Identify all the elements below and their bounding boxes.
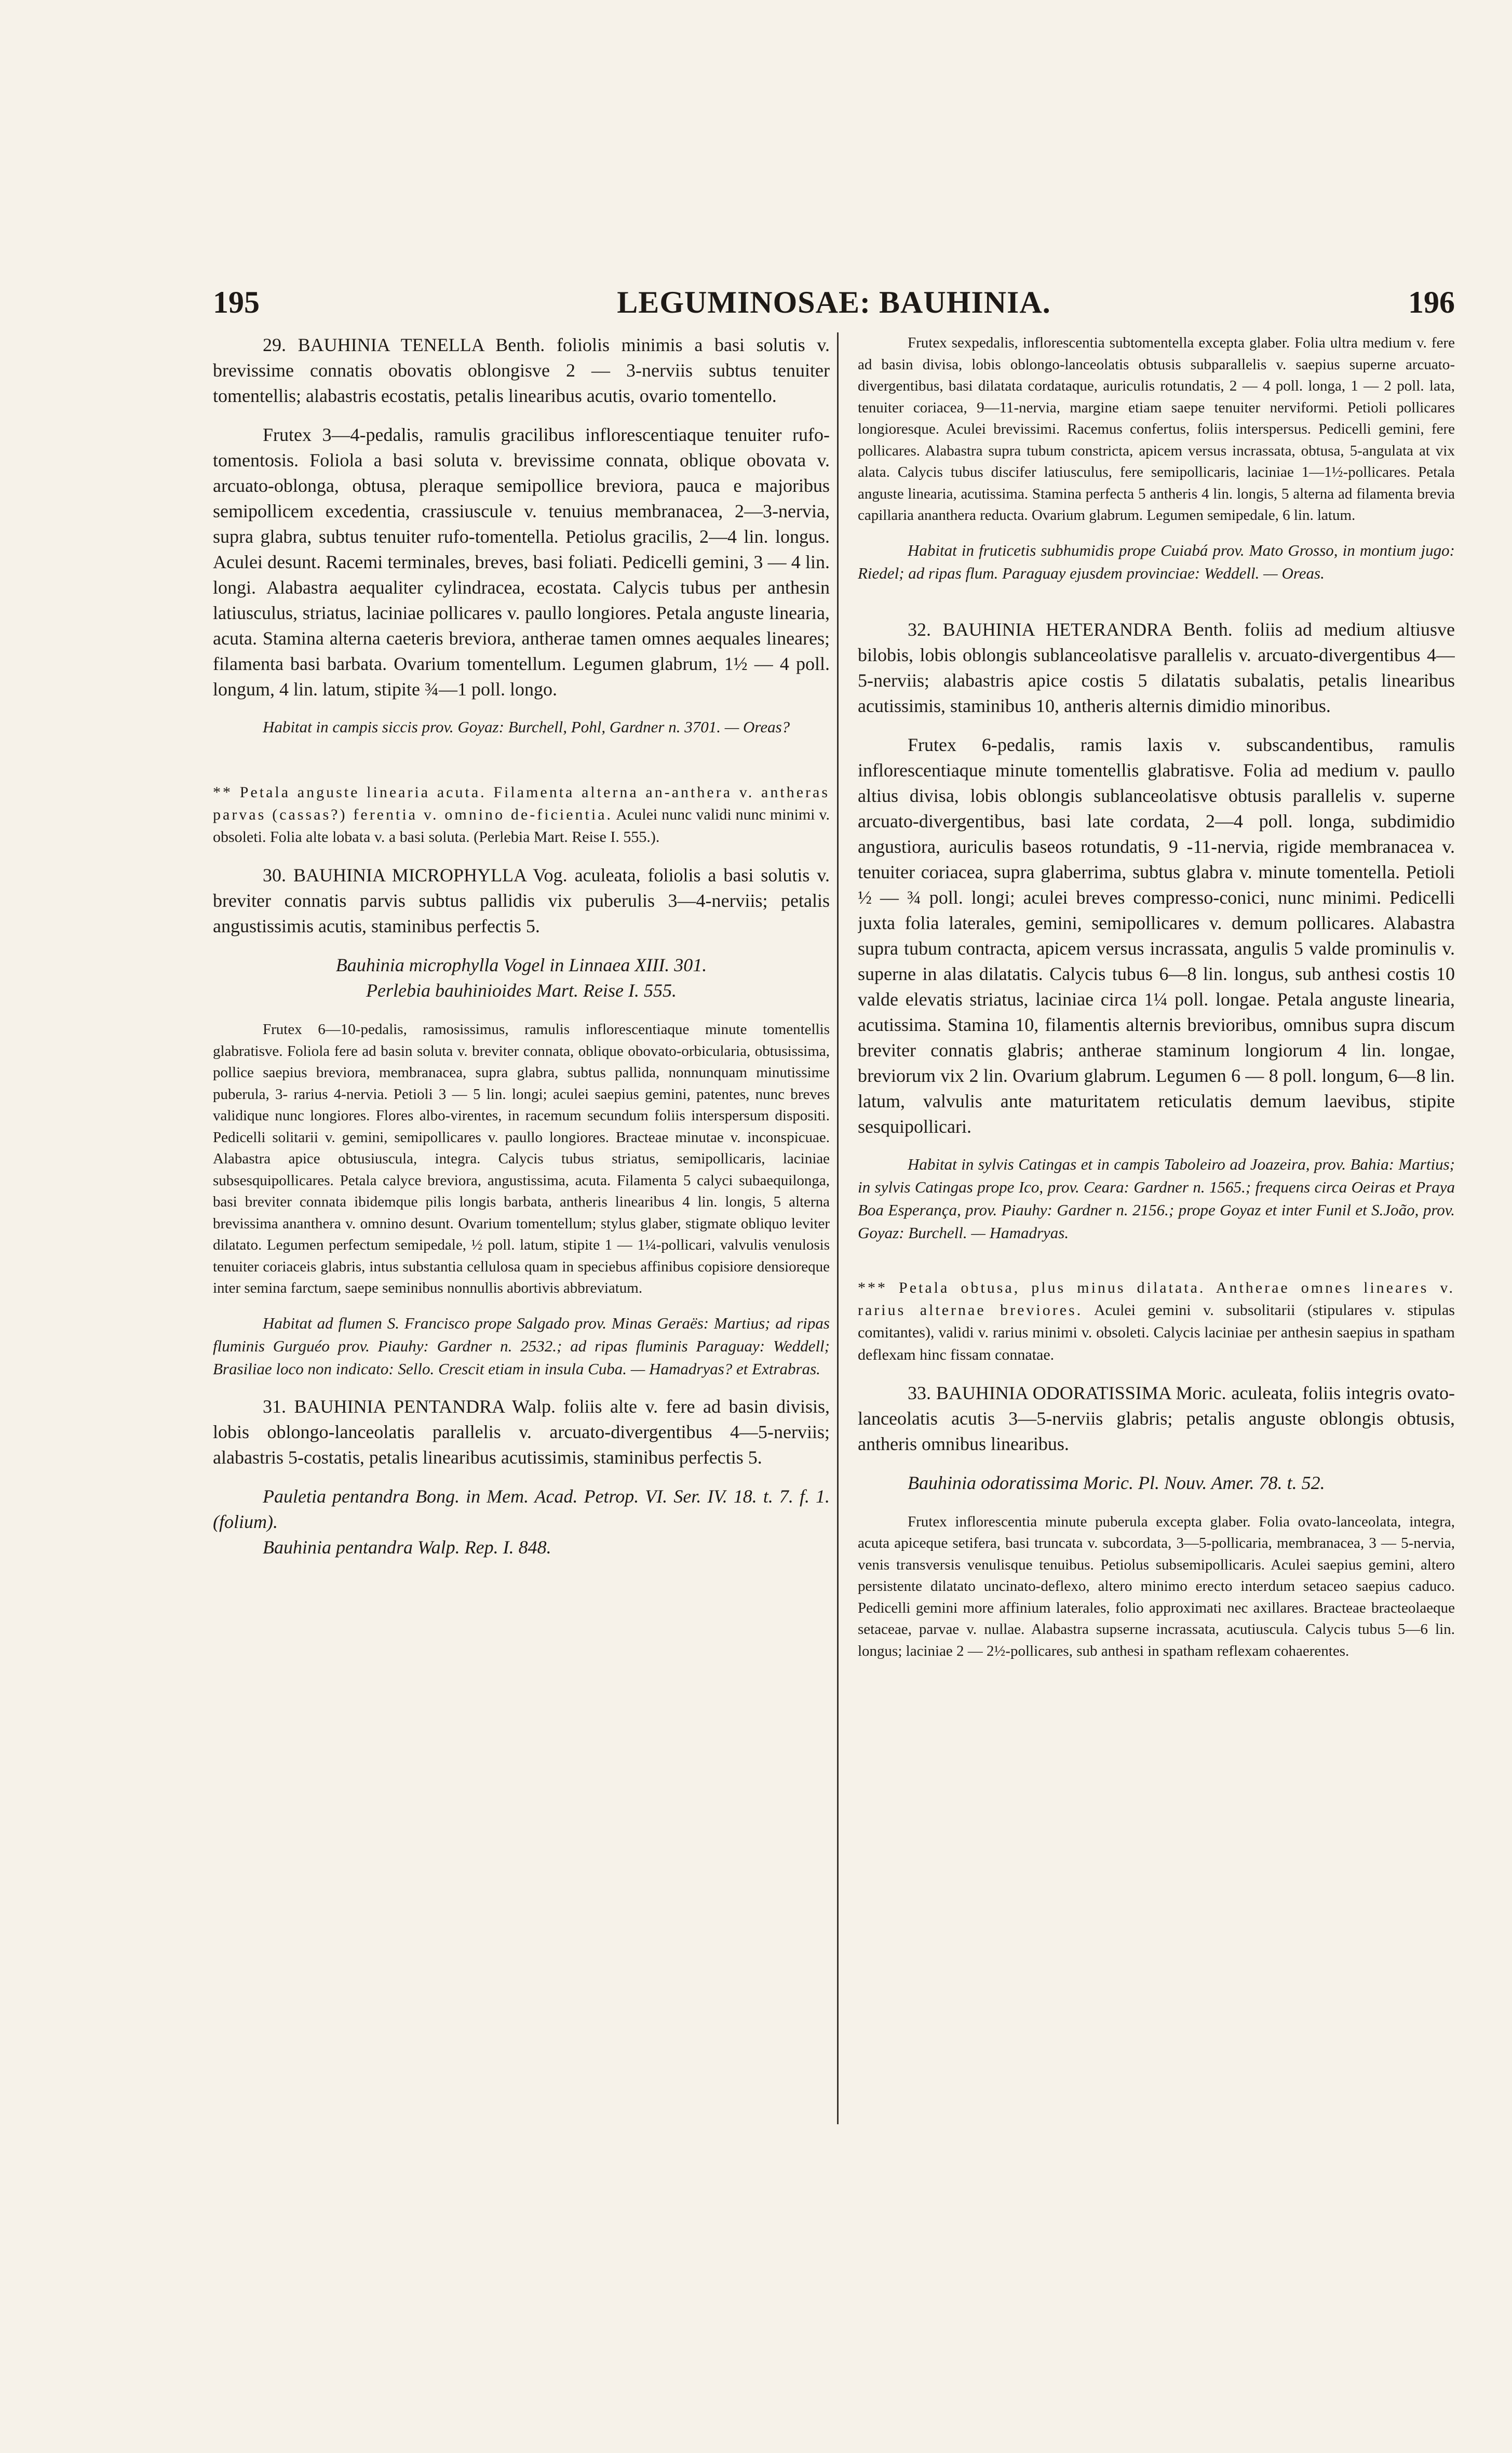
species-32-habitat: Habitat in sylvis Catingas et in campis Taboleiro ad Joazeira, prov. Bahia: Martius; in sylvis Catingas prope Ico, prov. Ceara: Gardner n. 1565.; frequens circa Oeiras et Praya Boa Esperança, prov. Piauhy: Gardner n. 2156.; prope Goyaz et inter Funil et S.João, prov. Goyaz: Burchell. — Hamadryas. <box>858 1155 1455 1242</box>
species-30-citation-1: Bauhinia microphylla Vogel in Linnaea XIII. 301. <box>335 955 707 975</box>
species-29-habitat: Habitat in campis siccis prov. Goyaz: Burchell, Pohl, Gardner n. 3701. — Oreas? <box>263 718 790 736</box>
note-2star-text: Aculei nunc validi nunc minimi v. obsoleti. Folia alte lobata v. a basi soluta. (Perlebia Mart. Reise I. 555.). <box>213 806 830 846</box>
species-32-diagnosis: 32. BAUHINIA HETERANDRA Benth. foliis ad medium altiusve bilobis, lobis oblongis sublanceolatisve parallelis v. arcuato-divergentibus 4—5-nerviis; alabastris apice costis 5 dilatatis subalatis, petalis linearibus acutissimis, staminibus 10, antheris alternis dimidio minoribus. <box>858 619 1455 716</box>
note-2star-spaced: ** Petala anguste linearia acuta. Filamenta alterna an-anthera v. antheras parvas (cassas?) ferentia v. omnino de-ficientia. <box>213 784 830 823</box>
spacer <box>858 598 1455 617</box>
species-30-citation-2: Perlebia bauhinioides Mart. Reise I. 555. <box>366 980 677 1001</box>
note-3star-text: Aculei gemini v. subsolitarii (stipulares v. stipulas comitantes), validi v. rarius minimi v. obsoleti. Calycis laciniae per anthesin saepius in spatham deflexam hinc fissam connatae. <box>858 1301 1455 1363</box>
running-title: LEGUMINOSAE: BAUHINIA. <box>617 285 1051 319</box>
species-33-diagnosis: 33. BAUHINIA ODORATISSIMA Moric. aculeata, foliis integris ovato-lanceolatis acutis 3—5-nerviis glabris; petalis anguste oblongis obtusis, antheris omnibus linearibus. <box>858 1382 1455 1454</box>
section-note-2star <box>213 781 830 848</box>
species-33-description: Frutex inflorescentia minute puberula excepta glaber. Folia ovato-lanceolata, integra, acuta apiceque setifera, basi truncata v. subcordata, 3—5-pollicaria, membranacea, 3 — 5-nervia, venis transversis venulisque tenuibus. Petiolus subsemipollicaris. Aculei saepius gemini, altero persistente dilatato uncinato-deflexo, altero minimo erecto interdum setaceo saepius caduco. Pedicelli gemini more affinium laterales, folio approximati nec axillares. Bracteae bracteolaeque setaceae, parvae v. nullae. Alabastra supserne incrassata, acutiuscula. Calycis tubus 5—6 lin. longus; laciniae 2 — 2½-pollicares, sub anthesi in spatham reflexam cohaerentes. <box>858 1513 1455 1659</box>
note-3star-spaced: *** Petala obtusa, plus minus dilatata. Antherae omnes lineares v. rarius alternae breviores. <box>858 1279 1455 1319</box>
section-note-3star <box>858 1277 1455 1366</box>
column-divider <box>837 332 839 2124</box>
page-number-left: 195 <box>213 285 260 319</box>
species-31-citation-1: Pauletia pentandra Bong. in Mem. Acad. Petrop. VI. Ser. IV. 18. t. 7. f. 1. (folium). <box>213 1485 830 1532</box>
species-31-citation-2: Bauhinia pentandra Walp. Rep. I. 848. <box>263 1536 551 1558</box>
species-31-description: Frutex sexpedalis, inflorescentia subtomentella excepta glaber. Folia ultra medium v. fere ad basin divisa, lobis oblongo-lanceolatis obtusis subparallelis v. saepius superne arcuato-divergentibus, basi dilatata cordataque, auriculis rotundatis, 2 — 4 poll. longa, 1 — 2 poll. lata, tenuiter coriacea, 9—11-nervia, margine etiam saepe tenuiter nerviformi. Petioli pollicares longioresque. Aculei brevissimi. Racemus confertus, foliis interspersus. Pedicelli gemini, fere pollicares. Alabastra supra tubum constricta, apicem versus incrassata, obtusa, 5-angulata at vix alata. Calycis tubus discifer latiusculus, fere semipollicaris, laciniae 1—1½-pollicares. Petala anguste linearia, acutissima. Stamina perfecta 5 antheris 4 lin. longis, 5 alterna ad filamenta brevia capillaria ananthera reducta. Ovarium glabrum. Legumen semipedale, 6 lin. latum. <box>858 334 1455 524</box>
left-column <box>213 332 830 2114</box>
species-31-diagnosis: 31. BAUHINIA PENTANDRA Walp. foliis alte v. fere ad basin divisis, lobis oblongo-lanceolatis parallelis v. arcuato-divergentibus 4—5-nerviis; alabastris 5-costatis, petalis linearibus acutissimis, staminibus perfectis 5. <box>213 1396 830 1468</box>
species-30-description: Frutex 6—10-pedalis, ramosissimus, ramulis inflorescentiaque minute tomentellis glabratisve. Foliola fere ad basin soluta v. breviter connata, oblique obovato-orbicularia, obtusissima, pollice saepius breviora, membranacea, supra glabra, subtus pallida, nonnunquam minutissime puberula, 3- rarius 4-nervia. Petioli 3 — 5 lin. longi; aculei saepius gemini, patentes, nunc breves validique nunc longiores. Flores albo-virentes, in racemum secundum foliis interspersum dispositi. Pedicelli solitarii v. gemini, semipollicares v. paullo longiores. Bracteae minutae v. inconspicuae. Alabastra apice obtusiuscula, integra. Calycis tubus striatus, semipollicaris, laciniae subsesquipollicares. Petala calyce breviora, angustissima, acuta. Filamenta 5 calyci subaequilonga, basi breviter connata ibidemque pilis longis barbata, antheris linearibus 4 lin. longis, 5 alterna brevissima ananthera v. omnino desunt. Ovarium tomentellum; stylus glaber, stigmate obliquo leviter dilatato. Legumen perfectum semipedale, ½ poll. latum, stipite 1 — 1¼-pollicari, valvulis venulosis tenuiter coriaceis glabris, intus substantia cellulosa quam in speciebus affinibus copisiore densioreque inter semina farctum, saepe seminibus nonnullis abortivis abbreviatum. <box>213 1021 830 1296</box>
running-header <box>213 285 1455 326</box>
species-32-description: Frutex 6-pedalis, ramis laxis v. subscandentibus, ramulis inflorescentiaque minute tomentellis glabratisve. Folia ad medium v. paullo altius divisa, lobis oblongis sublanceolatisve obtusis parallelis v. superne arcuato-divergentibus, basi late cordata, 2—4 poll. longa, subdimidio angustiora, auriculis baseos rotundatis, 9 -11-nervia, rigide membranacea v. tenuiter coriacea, supra glaberrima, subtus glabra v. minute tomentella. Petioli ½ — ¾ poll. longi; aculei breves compresso-conici, nunc minimi. Pedicelli juxta folia laterales, gemini, semipollicares v. demum pollicares. Alabastra supra tubum contracta, apicem versus incrassata, angulis 5 valde prominulis v. superne in alas dilatatis. Calycis tubus 6—8 lin. longus, sub anthesi costis 10 valde elevatis striatus, laciniae circa 1¼ poll. longae. Petala anguste linearia, acutissima. Stamina 10, filamentis alternis brevioribus, omnibus supra discum breviter connatis glabris; antherae staminum longiorum 4 lin. longae, breviorum vix 2 lin. Ovarium glabrum. Legumen 6 — 8 poll. longum, 6—8 lin. latum, valvulis ante maturitatem reticulatis demum laevibus, stipite sesquipollicari. <box>858 734 1455 1137</box>
species-33-citation: Bauhinia odoratissima Moric. Pl. Nouv. Amer. 78. t. 52. <box>908 1472 1325 1493</box>
spacer <box>213 752 830 781</box>
page-number-right: 196 <box>1408 285 1455 319</box>
species-29-description: Frutex 3—4-pedalis, ramulis gracilibus inflorescentiaque tenuiter rufo-tomentosis. Foliola a basi soluta v. brevissime connata, oblique obovata v. arcuato-oblonga, obtusa, pleraque semipollice breviora, pauca e majoribus semipollicem excedentia, crassiuscule v. tenuius membranacea, 2—3-nervia, supra glabra, subtus tenuiter rufo-tomentella. Petiolus gracilis, 2—4 lin. longus. Aculei desunt. Racemi terminales, breves, basi foliati. Pedicelli gemini, 3 — 4 lin. longi. Alabastra aequaliter cylindracea, ecostata. Calycis tubus per anthesin latiusculus, striatus, laciniae pollicares v. paullo longiores. Petala anguste linearia, acuta. Stamina alterna caeteris breviora, antherae tamen omnes aequales lineares; filamenta basi barbata. Ovarium tomentellum. Legumen glabrum, 1½ — 4 poll. longum, 4 lin. latum, stipite ¾—1 poll. longo. <box>213 424 830 700</box>
right-column <box>858 332 1455 2114</box>
species-29-diagnosis: 29. BAUHINIA TENELLA Benth. foliolis minimis a basi solutis v. brevissime connatis obovatis oblongisve 2 — 3-nerviis subtus tenuiter tomentellis; alabastris ecostatis, petalis linearibus acutis, ovario tomentello. <box>213 334 830 406</box>
species-31-habitat: Habitat in fruticetis subhumidis prope Cuiabá prov. Mato Grosso, in montium jugo: Riedel; ad ripas flum. Paraguay ejusdem provinciae: Weddell. — Oreas. <box>858 541 1455 582</box>
species-30-habitat: Habitat ad flumen S. Francisco prope Salgado prov. Minas Geraës: Martius; ad ripas fluminis Gurguéo prov. Piauhy: Gardner n. 2532.; ad ripas fluminis Paraguay: Weddell; Brasiliae loco non indicato: Sello. Crescit etiam in insula Cuba. — Hamadryas? et Extrabras. <box>213 1313 830 1378</box>
species-30-diagnosis: 30. BAUHINIA MICROPHYLLA Vog. aculeata, foliolis a basi solutis v. breviter connatis parvis subtus pallidis vix puberulis 3—4-nerviis; petalis angustissimis acutis, staminibus perfectis 5. <box>213 865 830 936</box>
spacer <box>858 1258 1455 1277</box>
